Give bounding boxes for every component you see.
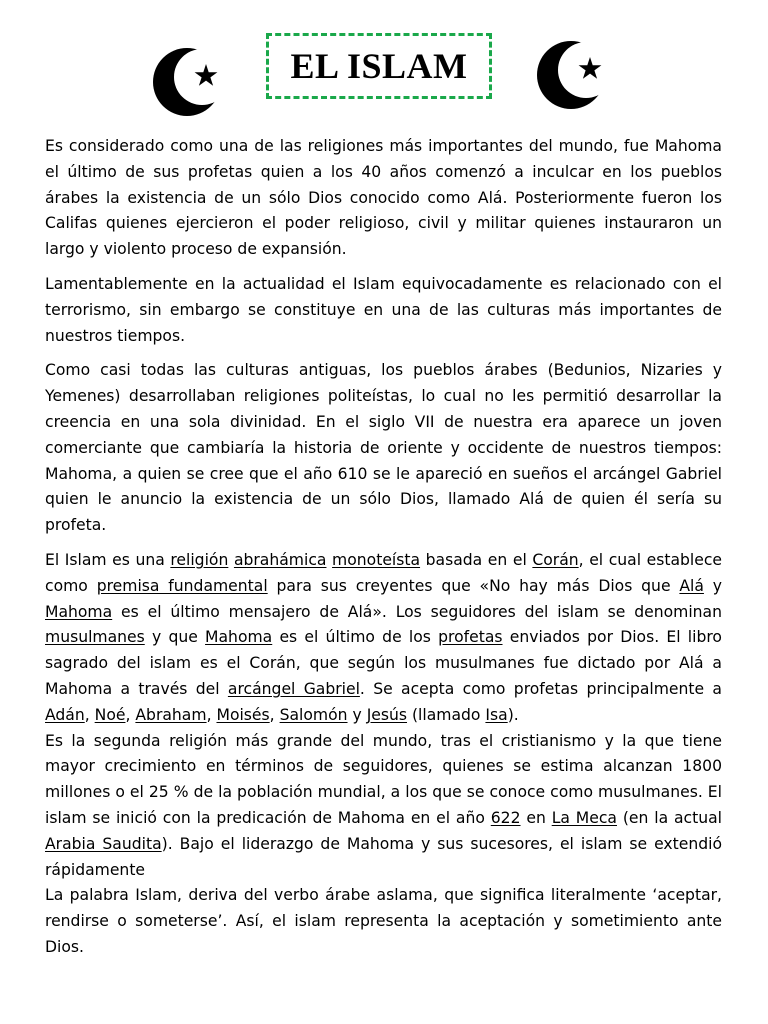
linked-term: Moisés <box>216 705 270 724</box>
paragraph-text: y <box>347 705 367 724</box>
title-box <box>266 33 492 99</box>
paragraph <box>45 729 722 884</box>
paragraph-text: y que <box>144 628 206 647</box>
paragraph-text: y <box>703 576 722 595</box>
paragraph-text: para sus creyentes que «No hay más Dios que <box>267 576 680 595</box>
paragraph-text: enviados por Dios. El libro sagrado del islam es el Corán, que según los musulmanes fue dictado por Alá a Mahoma a través del <box>45 628 722 698</box>
linked-term: Isa <box>485 705 508 724</box>
linked-term: profetas <box>438 628 503 647</box>
linked-term: La Meca <box>551 808 617 827</box>
crescent-star-icon <box>536 37 606 112</box>
paragraph-text: . Se acepta como profetas principalmente a <box>359 679 722 698</box>
paragraph-text: La palabra Islam, deriva del verbo árabe aslama, que significa literalmente ‘aceptar, rendirse o someterse’. Así, el islam representa la aceptación y sometimiento ante Dios. <box>45 886 722 956</box>
linked-term: Jesús <box>366 705 408 724</box>
page-title: EL ISLAM <box>290 46 468 86</box>
linked-term: Arabia Saudita <box>45 834 162 853</box>
paragraph-text: El Islam es una <box>45 550 171 569</box>
paragraph-text: en <box>520 808 552 827</box>
paragraph <box>45 548 722 729</box>
paragraph-text: ). Bajo el liderazgo de Mahoma y sus sucesores, el islam se extendió rápidamente <box>45 834 723 879</box>
paragraph-text: Es considerado como una de las religiones más importantes del mundo, fue Mahoma el último de sus profetas quien a los 40 años comenzó a inculcar en los pueblos árabes la existencia de un sólo Dios conocido como Alá. Posteriormente fueron los Califas quienes ejercieron el poder religioso, civil y militar quienes instauraron un largo y violento proceso de expansión. <box>45 137 722 259</box>
linked-term: Adán <box>45 705 85 724</box>
linked-term: abrahámica <box>233 550 327 569</box>
crescent-star-icon <box>152 44 222 119</box>
paragraph-text: ). <box>507 705 519 724</box>
linked-term: premisa fundamental <box>96 576 268 595</box>
linked-term: Salomón <box>279 705 348 724</box>
linked-term: Corán <box>532 550 579 569</box>
paragraph-text: Es la segunda religión más grande del mundo, tras el cristianismo y la que tiene mayor crecimiento en términos de seguidores, quienes se estima alcanzan 1800 millones o el 25 % de la población mundial, a los que se conoce como musulmanes. El islam se inició con la predicación de Mahoma en el año <box>45 731 722 827</box>
paragraph-text: (llamado <box>407 705 486 724</box>
paragraph-text: basada en el <box>420 550 533 569</box>
paragraph-text: , <box>125 705 136 724</box>
paragraph-text: , el cual establece como <box>45 550 723 595</box>
header <box>0 0 768 130</box>
linked-term: Mahoma <box>205 628 273 647</box>
paragraph-text: es el último de los <box>272 628 439 647</box>
paragraph <box>45 358 722 539</box>
article-body <box>45 134 722 970</box>
linked-term: Mahoma <box>45 602 113 621</box>
paragraph <box>45 883 722 960</box>
paragraph <box>45 134 722 263</box>
paragraph-text: es el último mensajero de Alá». Los seguidores del islam se denominan <box>112 602 722 621</box>
linked-term: monoteísta <box>332 550 421 569</box>
linked-term: religión <box>170 550 229 569</box>
linked-term: arcángel Gabriel <box>227 679 360 698</box>
paragraph-text: (en la actual <box>616 808 722 827</box>
linked-term: musulmanes <box>45 628 145 647</box>
paragraph-text: Lamentablemente en la actualidad el Islam equivocadamente es relacionado con el terrorismo, sin embargo se constituye en una de las culturas más importantes de nuestros tiempos. <box>45 274 722 345</box>
linked-term: Noé <box>94 705 126 724</box>
paragraph-text: , <box>84 705 95 724</box>
linked-term: Abraham <box>135 705 207 724</box>
paragraph <box>45 272 722 349</box>
paragraph-text: , <box>269 705 280 724</box>
linked-term: 622 <box>490 808 521 827</box>
paragraph-text: , <box>206 705 217 724</box>
paragraph-text: Como casi todas las culturas antiguas, los pueblos árabes (Bedunios, Nizaries y Yemenes) desarrollaban religiones politeístas, lo cual no les permitió desarrollar la creencia en una sola divinidad. En el siglo VII de nuestra era aparece un joven comerciante que cambiaría la historia de oriente y occidente de nuestros tiempos: Mahoma, a quien se cree que el año 610 se le apareció en sueños el arcángel Gabriel quien le anuncio la existencia de un sólo Dios, llamado Alá de quien él sería su profeta. <box>45 361 722 535</box>
linked-term: Alá <box>679 576 704 595</box>
